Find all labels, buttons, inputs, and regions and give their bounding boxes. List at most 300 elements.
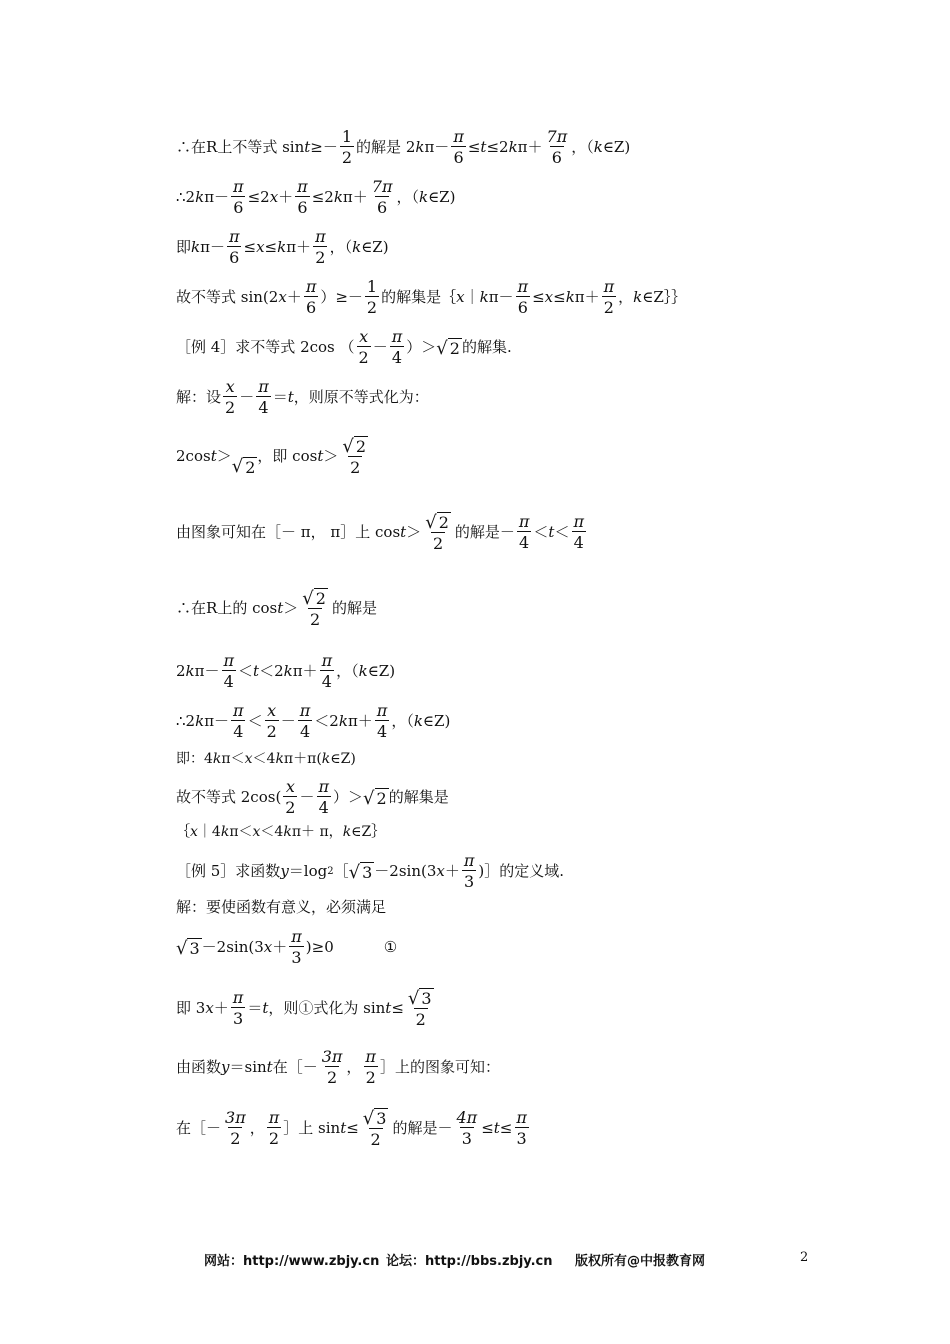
text: ≤2 [486,138,509,157]
line-12 [176,752,356,766]
variable: y [221,1058,230,1077]
denominator: 2 [326,1068,338,1088]
variable: x [205,999,214,1018]
fraction [304,278,319,318]
footer-website-link[interactable]: 网站：http://www.zbjy.cn [204,1254,380,1269]
text: ＋ [286,288,302,307]
text: 解：设 [176,388,222,407]
text: ∴在 [176,138,207,157]
denominator: 2 [310,609,321,629]
numerator: π [232,987,244,1007]
text: ＞ [216,447,232,466]
numerator: x [285,777,295,796]
variable: x [263,938,273,957]
text: ＝ [272,388,288,407]
text: 的解集是｛ [381,288,457,307]
numerator: π [603,277,615,296]
text: ｜4 [197,824,221,840]
fraction [265,702,279,742]
text: π＋ [574,288,600,307]
variable: y [280,862,289,881]
numerator: 3π [321,1047,343,1066]
line-19 [176,1048,500,1088]
text: ≤2 [311,188,334,207]
text: 上不等式 sin [217,138,305,157]
variable: k [352,238,362,257]
numerator: x [225,377,235,396]
text: ≤ [467,138,481,157]
fraction [340,128,354,168]
text: ＋ [444,862,460,881]
variable: t [548,523,555,542]
text: ］上的图象可知： [379,1058,500,1077]
fraction [390,328,405,368]
denominator: 4 [573,533,584,553]
text: π＋ [292,662,318,681]
text: ∴2 [176,712,196,731]
fraction [231,178,246,218]
variable: t [277,599,284,618]
fraction [223,378,237,418]
variable: k [212,751,222,767]
text: ＋ [213,999,229,1018]
text: 解：要使函数有意义，必须满足 [176,898,387,916]
denominator: 3 [516,1129,527,1149]
numerator: x [267,701,277,720]
numerator: π [516,1107,527,1127]
text: ＋ [272,938,288,957]
text: ， [618,288,634,307]
footer-copyright: 版权所有@中报教育网 [575,1254,706,1269]
text: ｛ [176,824,190,840]
fraction [357,328,371,368]
variable: t [340,1119,347,1138]
fraction [340,436,370,477]
text: 即 3 [176,999,206,1018]
variable: x [252,824,261,840]
text: ，（ [396,188,419,207]
text: ）≥－ [320,288,363,307]
variable: t [493,1119,500,1138]
denominator: 2 [230,1129,241,1149]
variable: x [190,824,198,840]
denominator: 6 [305,298,317,318]
text: π＋ [286,238,312,257]
text: ＜2 [314,712,339,731]
text: ≤ [532,288,545,307]
denominator: 6 [453,148,464,168]
fraction [298,702,313,742]
fraction [289,928,304,968]
text: ≤ [243,238,257,257]
denominator: 3 [464,872,475,892]
text: 由图象可知在［－ π， π］上 cos [176,523,401,542]
equation-marker: ① [383,938,398,957]
text: ＜4 [252,751,276,767]
sqrt: √ 2 [231,456,256,478]
text: ≤ [264,238,278,257]
line-13 [176,778,449,818]
text: － [372,338,388,357]
fraction [300,588,330,629]
text: 的解集是 [388,788,449,807]
variable: k [195,188,205,207]
text: ， [346,1058,362,1077]
text: π＜ [221,751,245,767]
denominator: 6 [297,198,308,218]
variable: x [269,188,279,207]
text: R [206,138,218,157]
fraction [283,778,297,818]
radicand: 2 [245,457,256,477]
denominator: 4 [299,722,311,742]
fraction [231,989,246,1029]
numerator-sqrt: √ 2 [342,435,367,457]
fraction [227,228,242,268]
page-number: 2 [800,1250,809,1265]
sqrt: √ 2 [363,787,387,809]
text: － [299,788,315,807]
line-10 [176,652,395,692]
text: ＋ [278,188,294,207]
denominator: 4 [321,672,332,692]
text: ［例 4］求不等式 2cos （ [176,338,355,357]
sqrt: √ 2 [436,337,460,359]
fraction [295,178,310,218]
variable: k [633,288,643,307]
text: 在［－ [176,1119,222,1138]
text: ＜2 [259,662,284,681]
line-5-example-4 [176,328,512,368]
text: ∈Z) [367,662,396,681]
radicand: 2 [449,339,460,359]
fraction [317,778,332,818]
fraction [256,378,271,418]
text: ［例 5］求函数 [176,862,281,881]
radicand: 3 [362,863,373,883]
radicand: 3 [376,1109,387,1128]
denominator: 2 [225,398,236,418]
radicand: 2 [376,789,387,809]
text: ＜ [247,712,263,731]
numerator: π [299,701,311,720]
variable: k [333,188,343,207]
text: ，则原不等式化为： [293,388,429,407]
numerator: x [359,327,369,346]
text: 即：4 [176,751,213,767]
text: 的解集. [461,338,512,357]
line-11 [176,702,450,742]
text: ≤ [499,1119,513,1138]
fraction [223,1109,248,1149]
variable: k [338,712,348,731]
denominator: 2 [341,148,353,168]
denominator: 4 [258,398,269,418]
text: ，（ [391,712,414,731]
fraction [571,513,586,553]
numerator: π [223,651,235,670]
text: π＋ [347,712,373,731]
log-base: 2 [327,865,334,877]
fraction [320,652,335,692]
variable: k [185,662,195,681]
text: ∴2 [176,188,196,207]
variable: k [321,751,331,767]
numerator: π [268,1107,280,1127]
numerator: π [233,701,244,720]
denominator: 2 [415,1009,426,1029]
text: ∈Z) [602,138,631,157]
text: ≤ [346,1119,359,1138]
denominator: 2 [285,798,296,818]
denominator: 2 [266,722,277,742]
text: π＋ [342,188,368,207]
numerator: π [573,511,584,531]
text: ＝sin [229,1058,267,1077]
numerator-sqrt: √ 2 [425,511,449,533]
text: ，即 cos [257,447,318,466]
text: π－ [204,712,230,731]
text: ∈Z) [422,712,451,731]
numerator: π [318,777,330,796]
text: 的解是－ [392,1119,453,1138]
numerator: π [517,277,529,296]
text: 故不等式 sin(2 [176,288,279,307]
text: π－ [204,188,230,207]
denominator: 2 [315,248,326,268]
numerator: 1 [341,127,353,146]
variable: k [593,138,603,157]
fraction [462,852,477,892]
text: ， [249,1119,265,1138]
variable: k [479,288,489,307]
numerator: 7π [546,127,568,146]
text: 的解是 [331,599,377,618]
text: π＋ π， [291,824,343,840]
sqrt: √ 3 [176,937,200,959]
variable: k [565,288,575,307]
text: ＜ [533,523,549,542]
text: ，则①式化为 sin [268,999,386,1018]
numerator: 4π [456,1107,478,1127]
text: 在［－ [272,1058,318,1077]
variable: k [413,712,423,731]
denominator: 2 [370,1129,381,1149]
variable: x [278,288,287,307]
denominator: 4 [318,798,329,818]
text: － [280,712,296,731]
numerator: π [365,1047,376,1066]
numerator: π [233,177,244,196]
line-3 [176,228,389,268]
text: ）＞ [406,338,437,357]
denominator: 3 [291,948,302,968]
numerator: π [463,851,475,870]
text: 的解是 2 [356,138,416,157]
text: ，（ [571,138,594,157]
variable: t [210,447,217,466]
text: 故不等式 2cos( [176,788,282,807]
text: ≤2 [247,188,270,207]
fraction [375,702,390,742]
denominator: 4 [391,348,403,368]
fraction [222,652,237,692]
denominator: 2 [365,1068,376,1088]
fraction [363,1048,378,1088]
text: )≥0 [305,938,334,957]
line-7 [176,436,372,477]
variable: x [436,862,445,881]
line-4 [176,278,686,318]
denominator: 4 [376,722,388,742]
denominator: 4 [519,533,530,553]
denominator: 2 [603,298,614,318]
variable: t [385,999,392,1018]
text: ＝ [247,999,263,1018]
variable: t [253,662,260,681]
variable: t [480,138,487,157]
text: ＜4 [260,824,284,840]
text: π＜ [229,824,253,840]
numerator: π [228,227,240,246]
fraction [516,278,531,318]
sqrt: √ 3 [348,861,373,883]
fraction [517,513,532,553]
text: ＜ [238,662,254,681]
denominator: 6 [233,198,244,218]
line-2 [176,178,455,218]
variable: k [508,138,518,157]
line-8 [176,512,588,553]
line-1 [176,128,630,168]
numerator-sqrt: √ 2 [302,587,326,609]
text: π＋ [517,138,543,157]
variable: k [277,238,287,257]
line-16 [176,900,386,915]
numerator: π [321,651,333,670]
variable: t [304,138,311,157]
fraction [514,1109,529,1149]
variable: k [283,824,292,840]
variable: k [283,662,293,681]
variable: x [244,751,253,767]
text: ≤ [391,999,404,1018]
variable: t [400,523,407,542]
denominator: 2 [350,457,361,477]
text: π－ [200,238,225,257]
text: π－ [194,662,220,681]
numerator: π [258,377,269,396]
fraction [545,128,570,168]
fraction [370,178,395,218]
numerator-sqrt: √ 3 [407,987,432,1009]
line-14 [176,825,385,839]
text: 即 [176,238,192,257]
fraction [231,702,246,742]
variable: x [456,288,465,307]
radicand: 3 [421,989,432,1008]
text: ，（ [329,238,353,257]
line-9 [176,588,377,629]
numerator: π [453,127,464,146]
text: 2 [176,662,186,681]
variable: x [256,238,265,257]
fraction [602,278,617,318]
denominator: 4 [233,722,244,742]
text: ∈Z) [428,188,456,207]
fraction [267,1109,282,1149]
text: ∈Z｝｝ [642,288,687,307]
line-20 [176,1108,531,1149]
numerator: π [305,277,317,296]
text: R [206,599,218,618]
variable: t [287,388,294,407]
text: ∈Z) [330,751,356,767]
text: ≥－ [310,138,338,157]
text: ＜ [554,523,570,542]
variable: k [342,824,352,840]
fraction [454,1109,479,1149]
text: ≤ [481,1119,494,1138]
denominator: 4 [223,672,234,692]
text: )］的定义域. [478,862,565,881]
radicand: 2 [355,437,367,456]
denominator: 2 [432,533,444,553]
numerator: π [291,927,302,946]
variable: t [317,447,324,466]
numerator: 1 [366,277,378,296]
denominator: 6 [229,248,240,268]
denominator: 2 [358,348,369,368]
text: ［ [333,862,349,881]
denominator: 2 [366,298,378,318]
variable: t [266,1058,273,1077]
numerator: π [297,177,308,196]
variable: t [262,999,269,1018]
variable: k [358,662,368,681]
fraction [313,228,328,268]
fraction [361,1108,391,1149]
text: 的解是－ [454,523,515,542]
numerator: π [315,227,326,246]
numerator-sqrt: √ 3 [362,1107,387,1129]
numerator: π [518,511,530,531]
radicand: 3 [189,939,200,959]
text: ≤ [553,288,566,307]
fraction [423,512,453,553]
fraction [320,1048,345,1088]
text: －2sin(3 [374,862,437,881]
denominator: 3 [232,1009,244,1029]
text: ∈Z) [361,238,389,257]
text: ］上 sin [283,1119,341,1138]
radicand: 2 [315,589,326,608]
text: ＞ [283,599,299,618]
text: 上的 cos [217,599,278,618]
text: 2cos [176,447,211,466]
denominator: 3 [461,1129,472,1149]
fraction [406,988,436,1029]
denominator: 6 [377,198,388,218]
footer-forum-link[interactable]: 论坛：http://bbs.zbjy.cn [386,1254,553,1269]
denominator: 6 [517,298,528,318]
text: ，（ [336,662,359,681]
variable: k [418,188,429,207]
text: ＝log [288,862,328,881]
fraction [365,278,379,318]
variable: k [415,138,425,157]
text: ＞ [323,447,339,466]
